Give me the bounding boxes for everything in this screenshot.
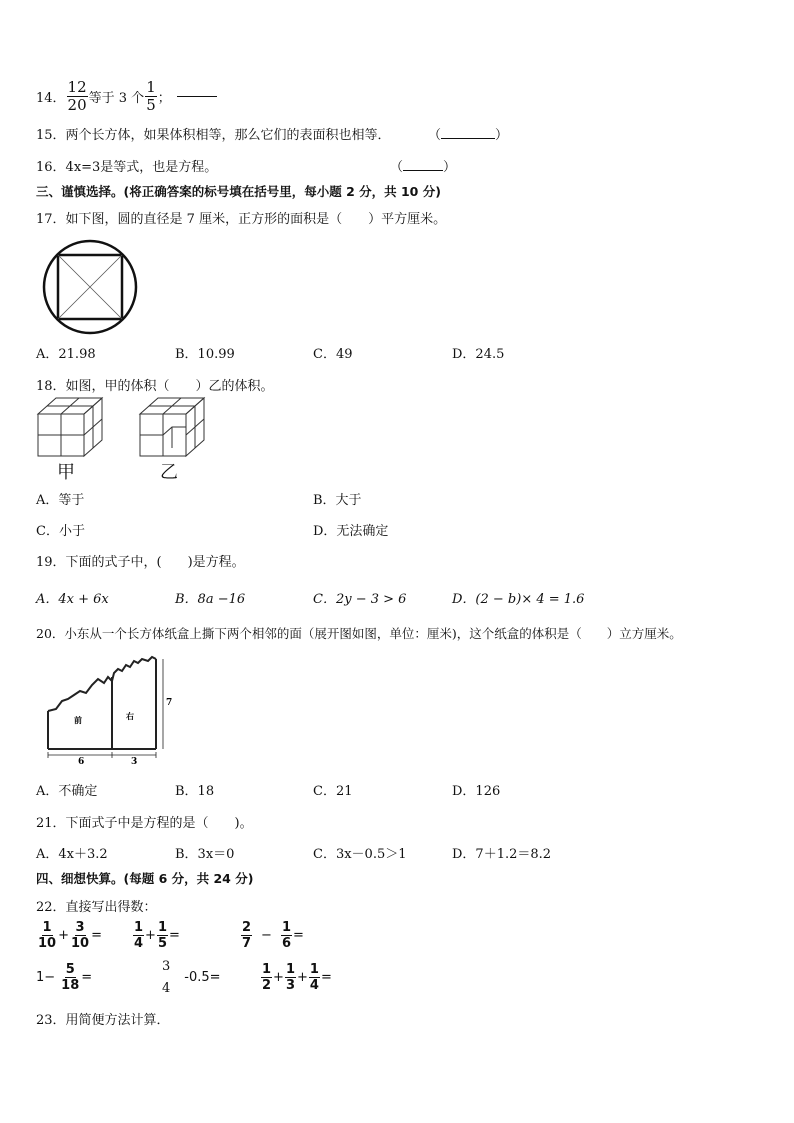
question-19: 19．下面的式子中，( )是方程。 bbox=[36, 555, 245, 570]
question-number: 14． bbox=[36, 91, 66, 106]
section-4-heading: 四、细想快算。(每题 6 分，共 24 分) bbox=[36, 871, 254, 886]
question-14: 14． $\frac{12}{20}$ 等于 3 个 $\frac{1}{5}$ ； bbox=[36, 80, 217, 113]
option-21-d[interactable]: D．7＋1.2＝8.2 bbox=[452, 847, 552, 862]
answer-paren-16[interactable]: （ ） bbox=[390, 160, 457, 175]
question-text: 等于 3 个 bbox=[88, 91, 145, 106]
option-19-d[interactable]: D．(2 − b)× 4 = 1.6 bbox=[452, 592, 585, 607]
option-18-a[interactable]: A．等于 bbox=[36, 493, 85, 508]
question-18: 18．如图，甲的体积（ ）乙的体积。 bbox=[36, 379, 274, 394]
answer-blank[interactable] bbox=[403, 170, 443, 171]
calc-2-7-minus-1-6: $\frac{2}{7}$ − $\frac{1}{6}$ = bbox=[242, 920, 304, 951]
option-20-b[interactable]: B．18 bbox=[175, 784, 215, 799]
calc-1-2-plus-1-3-plus-1-4: $\frac{1}{2}$ + $\frac{1}{3}$ + $\frac{1}{4}$ = bbox=[262, 962, 332, 993]
label-yi: 乙 bbox=[160, 462, 178, 483]
option-20-c[interactable]: C．21 bbox=[313, 784, 353, 799]
calc-1-4-plus-1-5: $\frac{1}{4}$ + $\frac{1}{5}$ = bbox=[134, 920, 180, 951]
option-17-d[interactable]: D．24.5 bbox=[452, 347, 505, 362]
question-21: 21．下面式子中是方程的是（ )。 bbox=[36, 816, 253, 831]
fraction-12-20: $\frac{12}{20}$ bbox=[67, 78, 87, 114]
question-22: 22．直接写出得数： bbox=[36, 900, 157, 915]
option-21-a[interactable]: A．4x＋3.2 bbox=[36, 847, 108, 862]
question-17: 17．如下图，圆的直径是 7 厘米，正方形的面积是（ ）平方厘米。 bbox=[36, 212, 447, 227]
option-18-c[interactable]: C．小于 bbox=[36, 524, 85, 539]
question-20: 20．小东从一个长方体纸盒上撕下两个相邻的面（展开图如图，单位：厘米)，这个纸盒的体积是（ ）立方厘米。 bbox=[36, 626, 682, 641]
label-front: 前 bbox=[74, 716, 82, 725]
label-jia: 甲 bbox=[57, 462, 75, 483]
option-20-d[interactable]: D．126 bbox=[452, 784, 501, 799]
option-17-a[interactable]: A．21.98 bbox=[36, 347, 96, 362]
option-19-b[interactable]: B．8a −16 bbox=[175, 592, 246, 607]
option-17-c[interactable]: C．49 bbox=[313, 347, 353, 362]
question-15: 15．两个长方体，如果体积相等，那么它们的表面积也相等． bbox=[36, 128, 391, 143]
answer-blank[interactable] bbox=[441, 138, 495, 139]
option-18-b[interactable]: B．大于 bbox=[313, 493, 362, 508]
circle-square-figure bbox=[40, 237, 140, 337]
option-18-d[interactable]: D．无法确定 bbox=[313, 524, 389, 539]
question-16: 16．4x=3是等式，也是方程。 bbox=[36, 160, 218, 175]
cube-jia-figure bbox=[36, 396, 106, 458]
calc-3-4-minus-0-5: 3 4 -0.5= bbox=[162, 959, 221, 996]
option-19-a[interactable]: A．4x + 6x bbox=[36, 592, 109, 607]
label-width-3: 3 bbox=[131, 757, 138, 767]
calc-1-minus-5-18: 1− $\frac{5}{18}$ = bbox=[36, 962, 93, 993]
answer-blank[interactable] bbox=[177, 96, 217, 97]
option-21-c[interactable]: C．3x－0.5＞1 bbox=[313, 847, 407, 862]
fraction-1-5: $\frac{1}{5}$ bbox=[146, 78, 156, 114]
calc-1-10-plus-3-10: $\frac{1}{10}$ + $\frac{3}{10}$ = bbox=[38, 920, 102, 951]
option-20-a[interactable]: A．不确定 bbox=[36, 784, 98, 799]
label-width-6: 6 bbox=[78, 757, 85, 767]
option-17-b[interactable]: B．10.99 bbox=[175, 347, 235, 362]
option-21-b[interactable]: B．3x＝0 bbox=[175, 847, 235, 862]
label-right: 右 bbox=[126, 712, 134, 721]
label-height-7: 7 bbox=[166, 698, 173, 708]
question-23: 23．用简便方法计算． bbox=[36, 1013, 170, 1028]
cube-yi-figure bbox=[138, 396, 208, 458]
box-net-figure bbox=[36, 655, 176, 767]
answer-paren-15[interactable]: （ ） bbox=[428, 128, 509, 143]
option-19-c[interactable]: C．2y − 3 > 6 bbox=[313, 592, 407, 607]
section-3-heading: 三、谨慎选择。(将正确答案的标号填在括号里，每小题 2 分，共 10 分) bbox=[36, 184, 441, 199]
